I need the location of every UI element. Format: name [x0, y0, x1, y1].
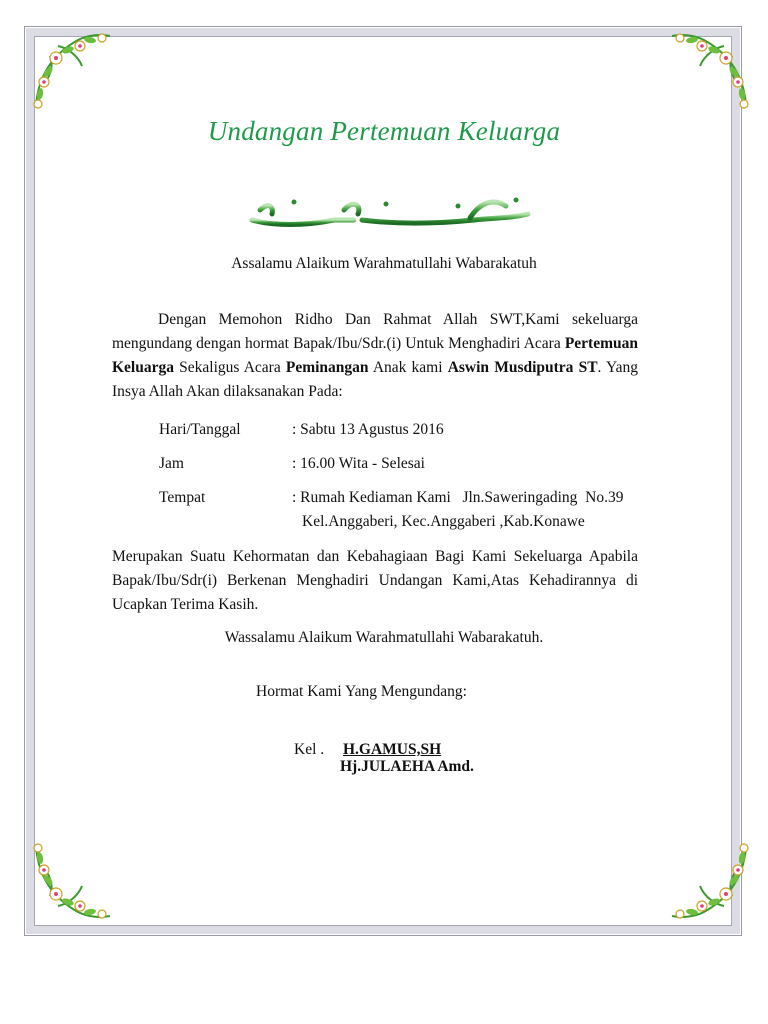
- detail-value-time: : 16.00 Wita - Selesai: [292, 455, 425, 472]
- signatory-name-1: H.GAMUS,SH: [343, 741, 442, 758]
- intro-text-4: . Yang Insya Allah Akan dilaksanakan Pada:: [112, 359, 639, 400]
- event-type: Peminangan: [285, 359, 369, 376]
- regards-line: Hormat Kami Yang Mengundang:: [256, 683, 467, 700]
- intro-text-2: Sekaligus Acara: [174, 359, 286, 376]
- detail-value-date: : Sabtu 13 Agustus 2016: [292, 421, 444, 438]
- intro-text-1: Dengan Memohon Ridho Dan Rahmat Allah SWT,Kami sekeluarga mengundang dengan hormat Bapak/Ibu/Sdr.(i) Untuk Menghadiri Acara: [112, 311, 638, 352]
- signature-prefix: Kel .: [294, 741, 325, 758]
- child-name: Aswin Musdiputra ST: [447, 359, 598, 376]
- floral-corner-icon: [664, 836, 754, 926]
- signatory-name-2: Hj.JULAEHA Amd.: [340, 758, 474, 775]
- intro-text-3: Anak kami: [368, 359, 448, 376]
- event-name: Pertemuan Keluarga: [112, 335, 638, 376]
- detail-value-place: : Rumah Kediaman Kami Jln.Saweringading No.39: [292, 489, 624, 506]
- floral-corner-icon: [28, 26, 118, 116]
- bismillah-calligraphy-icon: [244, 180, 536, 230]
- invitation-title: Undangan Pertemuan Keluarga: [207, 116, 561, 146]
- floral-corner-icon: [28, 836, 118, 926]
- closing-paragraph: Merupakan Suatu Kehormatan dan Kebahagiaan Bagi Kami Sekeluarga Apabila Bapak/Ibu/Sdr(i) Berkenan Menghadiri Undangan Kami,Atas Kehadirannya di Ucapkan Terima Kasih.: [112, 548, 638, 613]
- detail-value-place-line2: Kel.Anggaberi, Kec.Anggaberi ,Kab.Konawe: [302, 513, 585, 530]
- opening-greeting: Assalamu Alaikum Warahmatullahi Wabarakatuh: [231, 255, 537, 272]
- intro-paragraph: [112, 308, 638, 404]
- detail-label-time: Jam: [159, 455, 184, 472]
- floral-corner-icon: [664, 26, 754, 116]
- closing-greeting: Wassalamu Alaikum Warahmatullahi Wabarakatuh.: [224, 629, 544, 646]
- detail-label-place: Tempat: [159, 489, 206, 506]
- page-border-inner: [34, 36, 732, 926]
- detail-label-date: Hari/Tanggal: [159, 421, 241, 438]
